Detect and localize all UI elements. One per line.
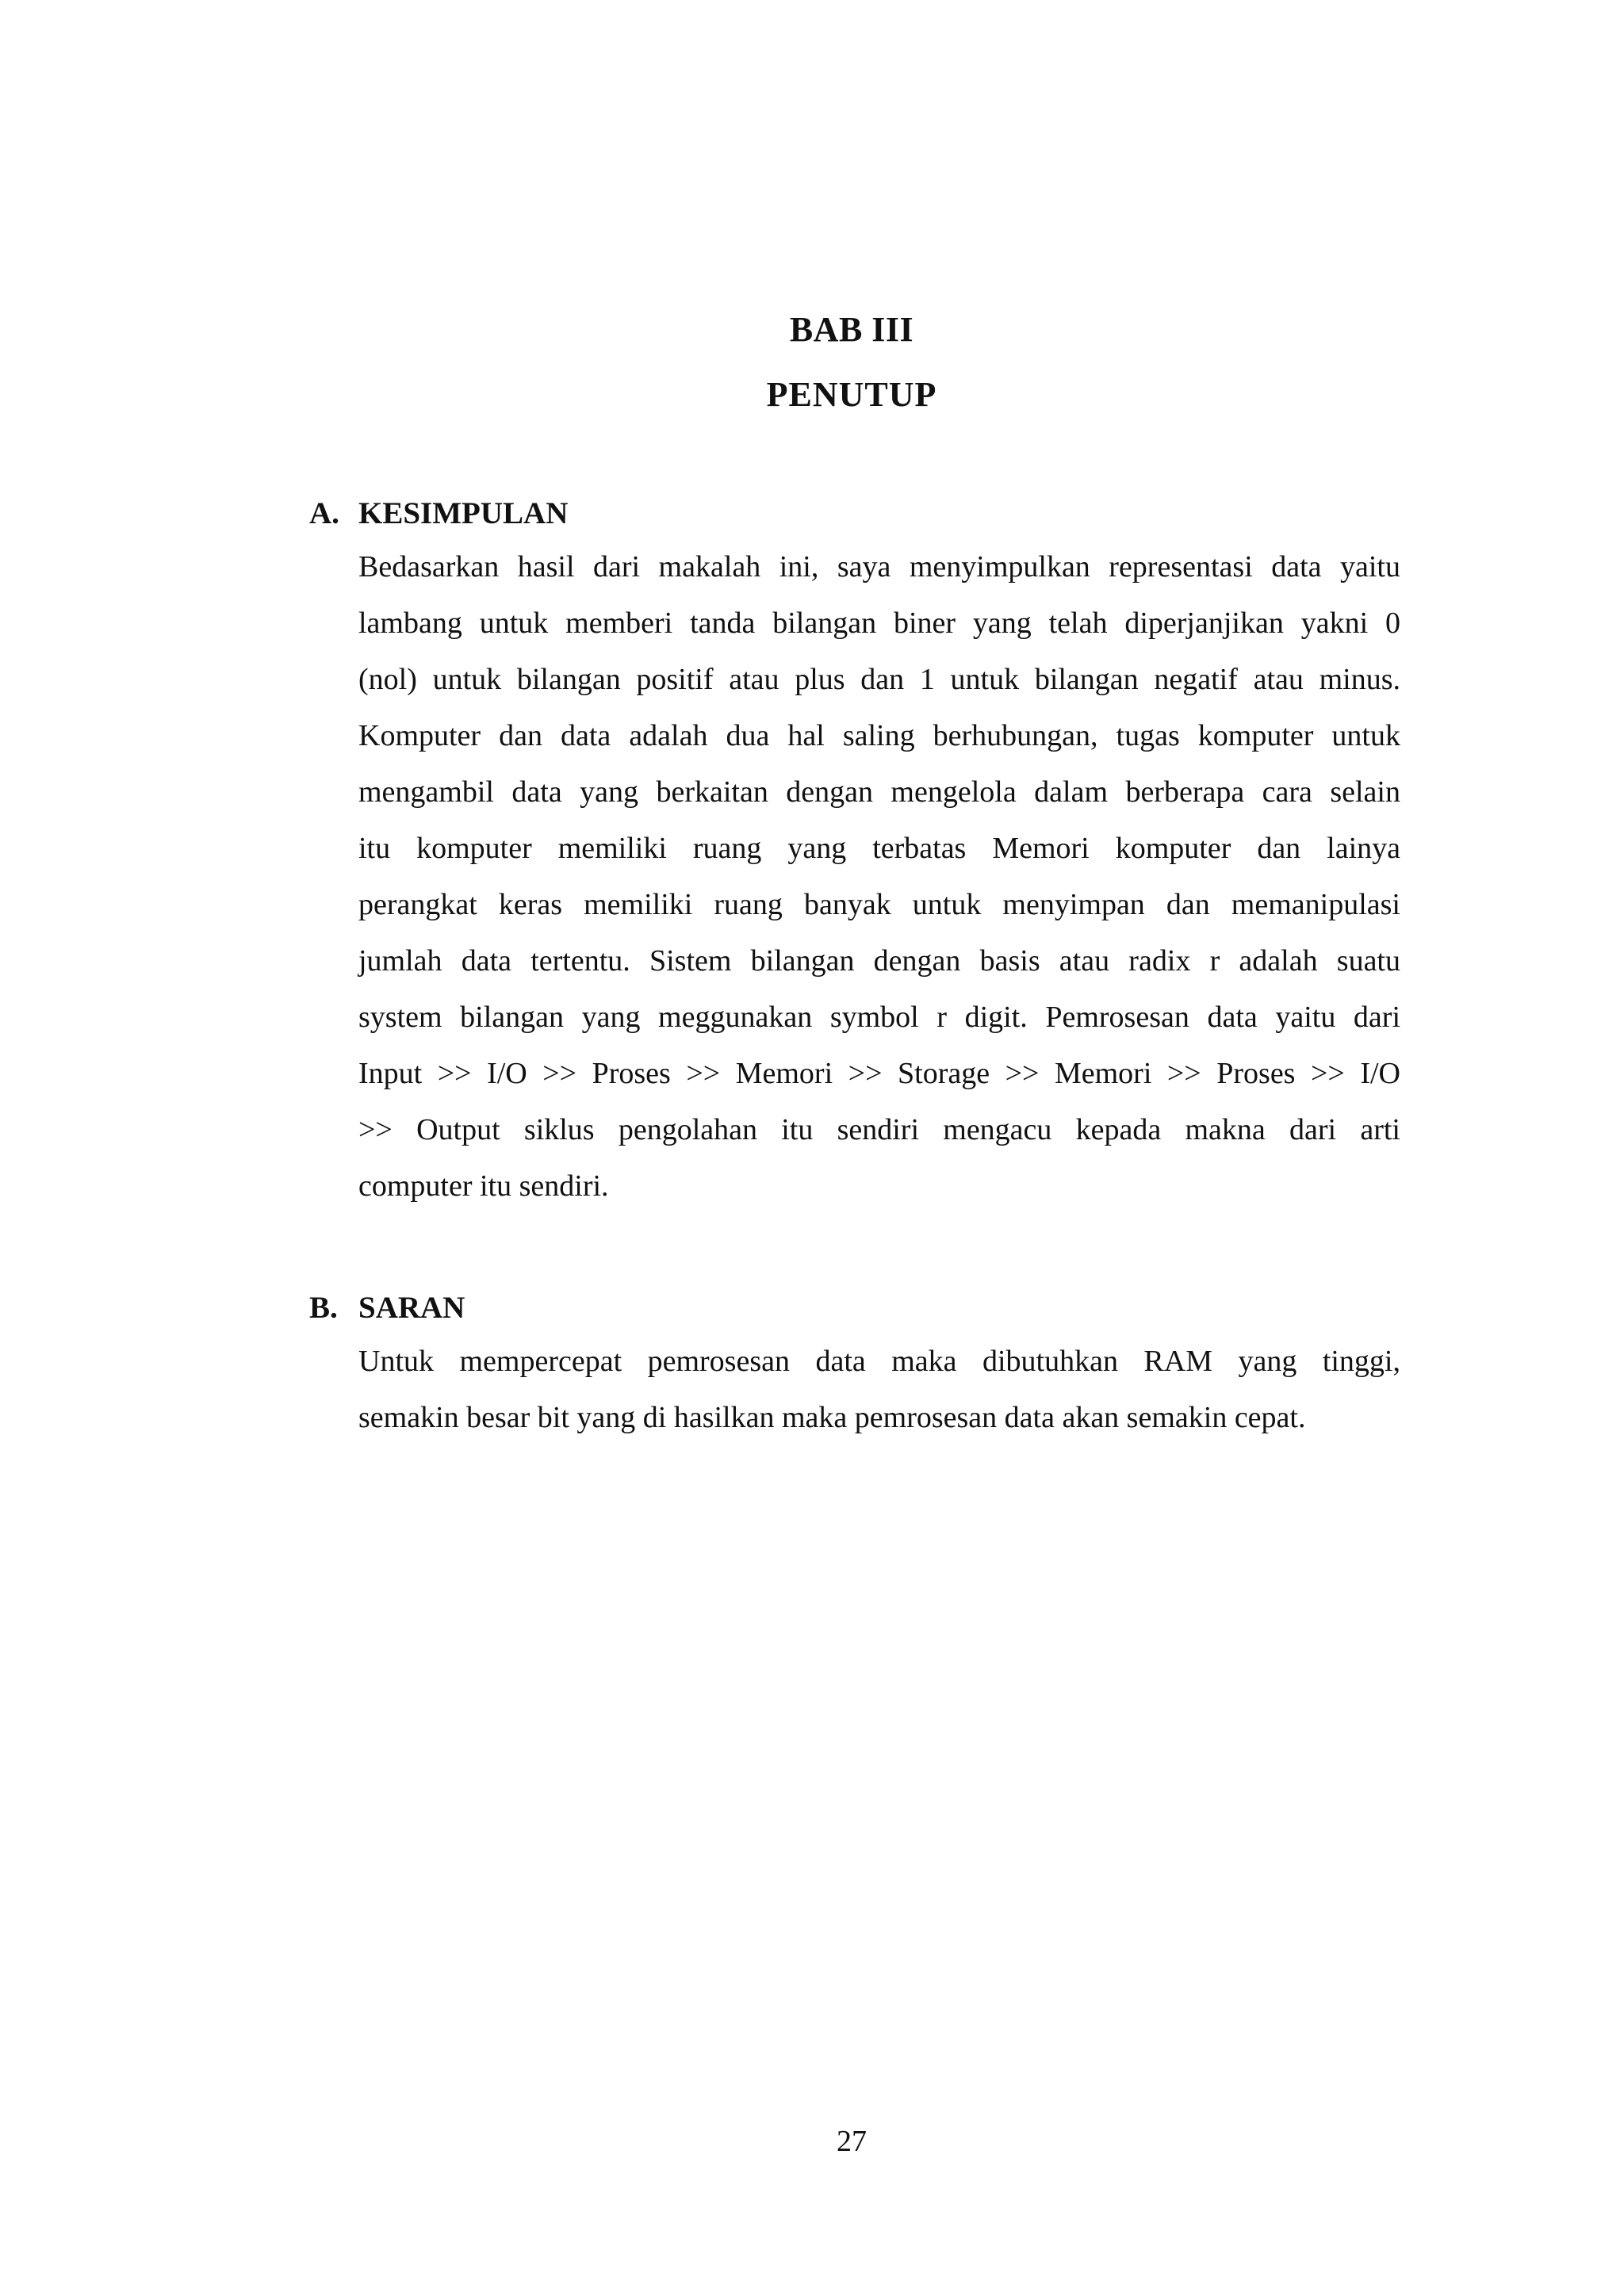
paragraph-line: (nol) untuk bilangan positif atau plus dan 1 untuk bilangan negatif atau minus. [358,663,1400,696]
paragraph-line: computer itu sendiri. [358,1169,609,1203]
section-heading [309,1286,1400,1330]
section-heading [309,492,1400,536]
paragraph-line: itu komputer memiliki ruang yang terbatas Memori komputer dan lainya [358,832,1400,865]
paragraph-line: Input >> I/O >> Proses >> Memori >> Storage >> Memori >> Proses >> I/O [358,1057,1400,1090]
section-paragraph [358,1334,1400,1446]
paragraph-line: perangkat keras memiliki ruang banyak untuk menyimpan dan memanipulasi [358,888,1400,921]
paragraph-line: Untuk mempercepat pemrosesan data maka dibutuhkan RAM yang tinggi, [358,1345,1400,1378]
paragraph-line: system bilangan yang meggunakan symbol r digit. Pemrosesan data yaitu dari [358,1001,1400,1034]
section-heading-text: KESIMPULAN [358,496,569,530]
paragraph-line: semakin besar bit yang di hasilkan maka pemrosesan data akan semakin cepat. [358,1401,1306,1434]
section-letter: B. [309,1291,338,1325]
chapter-number: BAB III [789,310,914,349]
paragraph-line: jumlah data tertentu. Sistem bilangan dengan basis atau radix r adalah suatu [358,944,1400,978]
section-paragraph [358,539,1400,1215]
paragraph-line: Komputer dan data adalah dua hal saling berhubungan, tugas komputer untuk [358,719,1400,752]
section-heading-text: SARAN [358,1291,465,1325]
section-letter: A. [309,496,339,530]
paragraph-line: Bedasarkan hasil dari makalah ini, saya menyimpulkan representasi data yaitu [358,550,1400,584]
paragraph-line: mengambil data yang berkaitan dengan mengelola dalam berberapa cara selain [358,775,1400,809]
section-kesimpulan [309,492,1400,1215]
chapter-title: PENUTUP [766,375,937,414]
section-saran [309,1286,1400,1446]
paragraph-line: lambang untuk memberi tanda bilangan biner yang telah diperjanjikan yakni 0 [358,607,1400,640]
page-number: 27 [837,2125,867,2158]
paragraph-line: >> Output siklus pengolahan itu sendiri mengacu kepada makna dari arti [358,1113,1400,1146]
